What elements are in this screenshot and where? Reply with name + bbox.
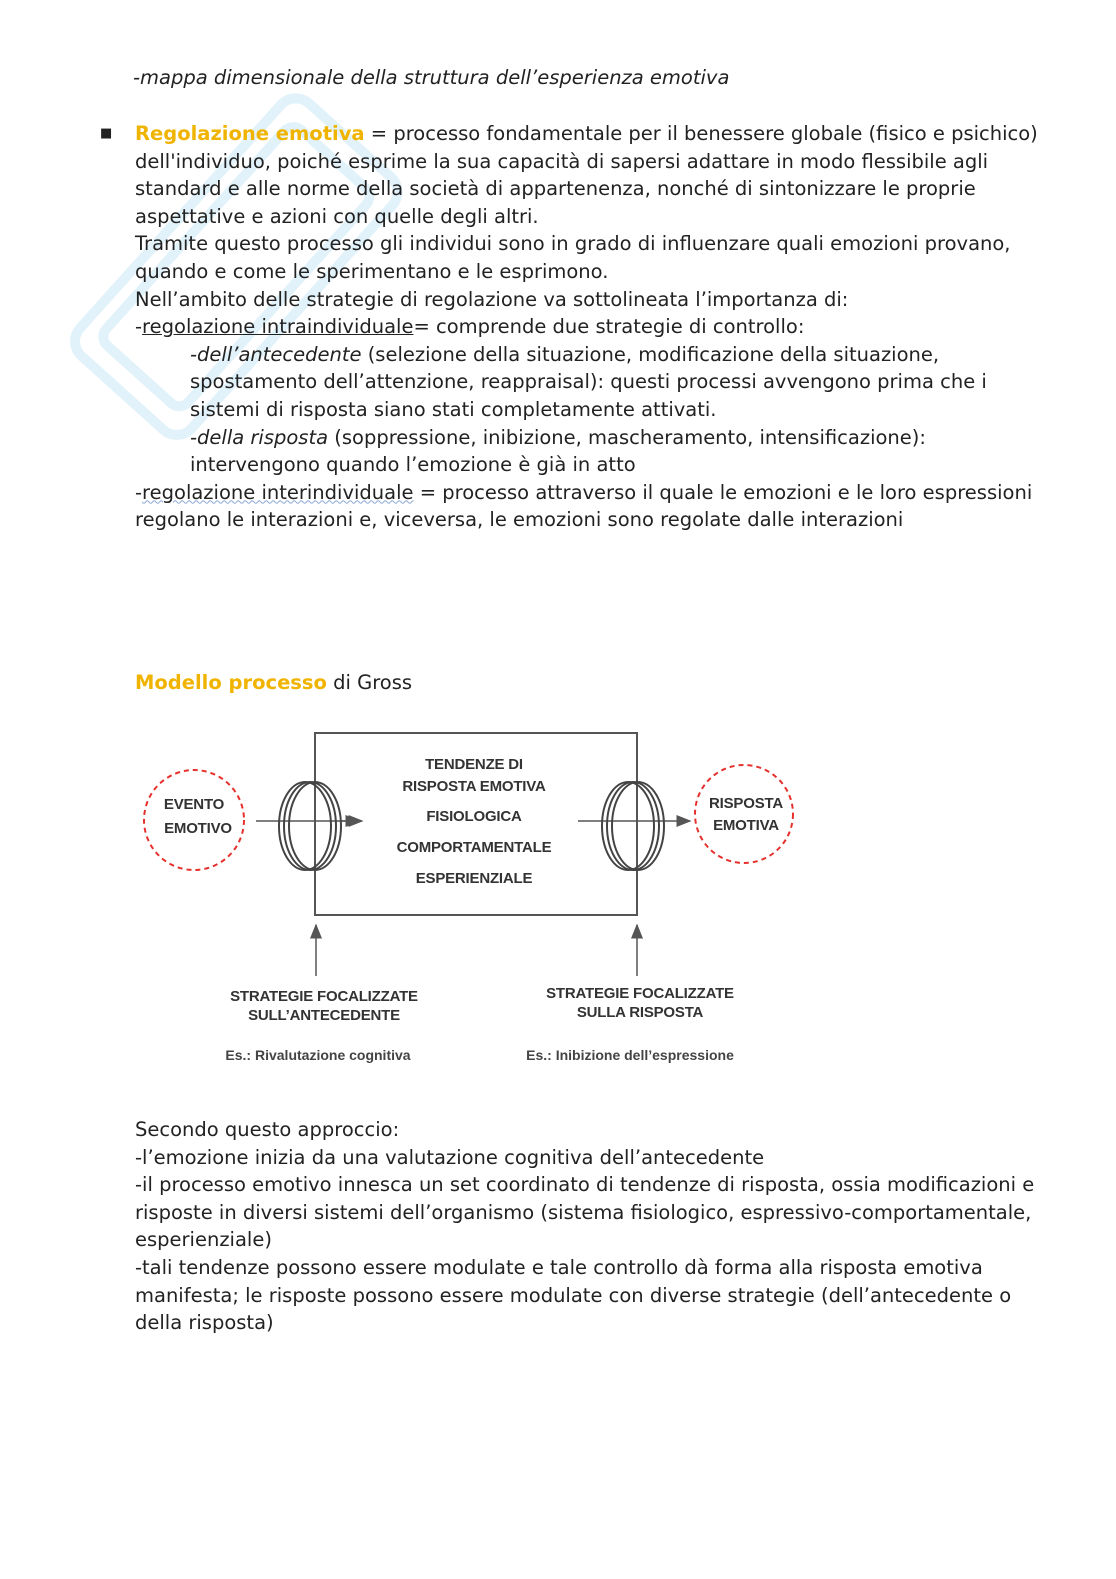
intra-dash: -	[135, 315, 143, 339]
antecedente-term: -dell’antecedente	[190, 342, 362, 366]
definition-paragraph	[135, 120, 1040, 230]
right-valve-icon	[602, 782, 664, 870]
definition-text: = processo fondamentale per il benessere globale (fisico e psichico) dell'individuo, poiché esprime la sua capacità di sapersi adattare in modo flessibile agli standard e alle norme della società di appartenenza, nonché di sintonizzare le proprie aspettative e azioni con quelle degli altri.	[135, 122, 1038, 228]
approccio-line-2: -l’emozione inizia da una valutazione cognitiva dell’antecedente	[135, 1145, 765, 1169]
evento-label-2: EMOTIVO	[164, 820, 232, 837]
paragraph-2: Tramite questo processo gli individui sono in grado di influenzare quali emozioni provano, quando e come le sperimentano e le esprimono.	[135, 232, 1011, 283]
risposta-term: -della risposta	[190, 425, 329, 449]
box-line-4: COMPORTAMENTALE	[396, 839, 552, 856]
intra-desc: = comprende due strategie di controllo:	[413, 315, 805, 339]
paragraph-3: Nell’ambito delle strategie di regolazione va sottolineata l’importanza di:	[135, 287, 849, 311]
approccio-line-4: -tali tendenze possono essere modulate e tale controllo dà forma alla risposta emotiva manifesta; le risposte possono essere modulate con diverse strategie (dell’antecedente o della risposta)	[135, 1255, 1012, 1335]
intro-line: -mappa dimensionale della struttura dell’esperienza emotiva	[133, 66, 730, 89]
approccio-line-1: Secondo questo approccio:	[135, 1118, 400, 1141]
left-strategy-line-1: STRATEGIE FOCALIZZATE	[230, 988, 418, 1005]
risposta-circle	[695, 765, 793, 863]
gross-process-diagram	[130, 718, 810, 1078]
evento-label-1: EVENTO	[163, 796, 225, 813]
inter-term: regolazione interindividuale	[142, 480, 414, 504]
approccio-line-3: -il processo emotivo innesca un set coordinato di tendenze di risposta, ossia modificazioni e risposte in diversi sistemi dell’organismo (sistema fisiologico, espressivo-comportamentale, esperienziale)	[135, 1173, 1035, 1252]
left-strategy-example: Es.: Rivalutazione cognitiva	[225, 1047, 411, 1063]
antecedente-desc: (selezione della situazione, modificazione della situazione, spostamento dell’attenzione, reappraisal): questi processi avvengono prima che i sistemi di risposta siano stati completamente attivati.	[190, 342, 987, 421]
inter-desc: = processo attraverso il quale le emozioni e le loro espressioni regolano le interazioni e, viceversa, le emozioni sono regolate dalle interazioni	[135, 480, 1033, 532]
section-title-gross	[135, 669, 412, 697]
risposta-item	[135, 424, 1040, 479]
inter-dash: -	[135, 480, 143, 504]
left-valve-icon	[279, 782, 341, 870]
risposta-label-2: EMOTIVA	[713, 817, 779, 834]
risposta-desc: (soppressione, inibizione, mascheramento, intensificazione): intervengono quando l’emozione è già in atto	[190, 425, 926, 477]
risposta-label-1: RISPOSTA	[709, 795, 783, 812]
box-line-3: FISIOLOGICA	[426, 808, 522, 825]
box-line-5: ESPERIENZIALE	[415, 870, 533, 887]
antecedente-item	[135, 341, 1040, 424]
right-strategy-line-1: STRATEGIE FOCALIZZATE	[546, 985, 734, 1002]
regolazione-section	[135, 120, 1040, 534]
term-modello-processo: Modello processo	[135, 671, 327, 694]
right-strategy-example: Es.: Inibizione dell’espressione	[526, 1047, 734, 1063]
bullet-square-icon: ■	[100, 126, 113, 141]
title-rest: di Gross	[326, 671, 413, 694]
intra-term: regolazione intraindividuale	[142, 315, 414, 339]
inter-line	[135, 479, 1040, 534]
approccio-section	[135, 1116, 1045, 1337]
right-strategy-line-2: SULLA RISPOSTA	[576, 1004, 704, 1021]
term-regolazione-emotiva: Regolazione emotiva	[135, 122, 365, 145]
left-strategy-line-2: SULL’ANTECEDENTE	[248, 1007, 400, 1024]
box-line-1: TENDENZE DI	[425, 756, 523, 773]
intra-line	[135, 313, 1040, 341]
box-line-2: RISPOSTA EMOTIVA	[402, 778, 546, 795]
